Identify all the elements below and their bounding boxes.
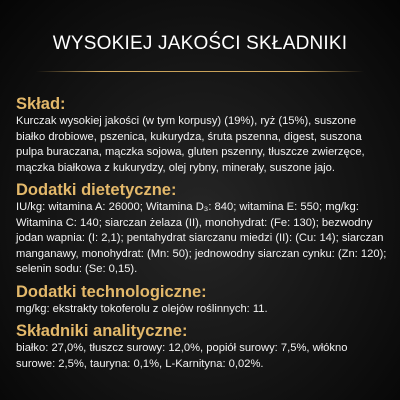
- composition-heading: Skład:: [16, 95, 66, 113]
- dietary-additives-text: IU/kg: witamina A: 26000; Witamina D₃: 840; witamina E: 550; mg/kg: Witamina C: 140; siarczan żelaza (II), monohydrat: (Fe: 130); bezwodny jodan wapnia: (I: 2,1); pentahydrat siarczanu miedzi (II): (Cu: 14); siarczan manganawy, monohydrat: (Mn: 50); jednowodny siarczan cynku: (Zn: 120); selenin sodu: (Se: 0,15).: [16, 201, 387, 275]
- page-title: WYSOKIEJ JAKOŚCI SKŁADNIKI: [52, 33, 348, 54]
- gold-divider: [36, 71, 364, 72]
- analytical-constituents-heading: Składniki analityczne:: [16, 322, 188, 340]
- analytical-constituents-text: białko: 27,0%, tłuszcz surowy: 12,0%, popiół surowy: 7,5%, włókno surowe: 2,5%, tauryna: 0,1%, L-Karnityna: 0,02%.: [16, 342, 348, 370]
- ingredients-content: [16, 95, 388, 372]
- header: [0, 0, 400, 80]
- dietary-additives-heading: Dodatki dietetyczne:: [16, 181, 177, 199]
- technological-additives-text: mg/kg: ekstrakty tokoferolu z olejów roślinnych: 11.: [16, 302, 268, 315]
- technological-additives-heading: Dodatki technologiczne:: [16, 282, 207, 301]
- composition-text: Kurczak wysokiej jakości (w tym korpusy) (19%), ryż (15%), suszone białko drobiowe, pszenica, kukurydza, śruta pszenna, digest, suszona pulpa buraczana, mączka sojowa, gluten pszenny, tłuszcze zwierzęce, mączka białkowa z kukurydzy, olej rybny, minerały, suszone jajo.: [16, 115, 365, 174]
